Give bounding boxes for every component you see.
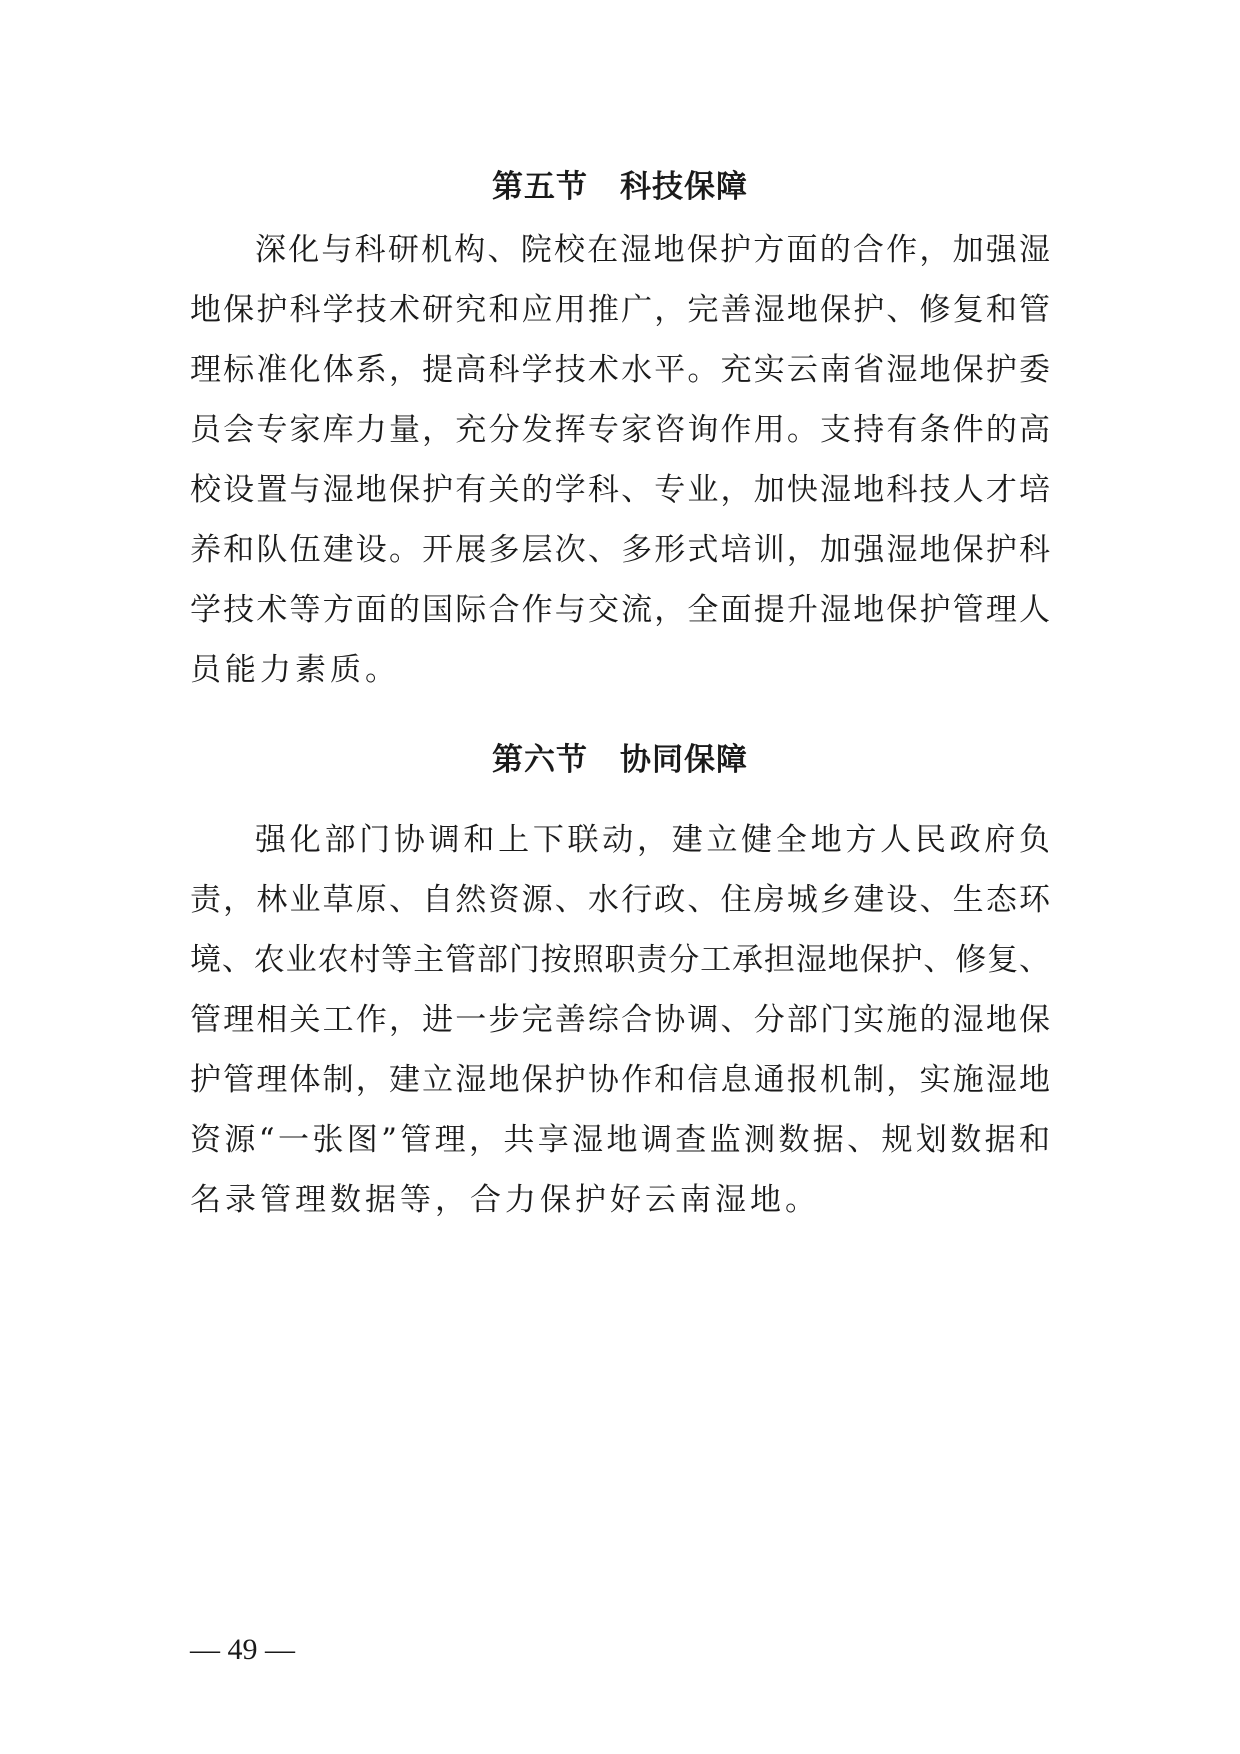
- paragraph-line: 护管理体制，建立湿地保护协作和信息通报机制，实施湿地: [190, 1062, 1050, 1098]
- page-number: — 49 —: [190, 1633, 295, 1666]
- paragraph-line: 养和队伍建设。开展多层次、多形式培训，加强湿地保护科: [190, 532, 1050, 568]
- paragraph-line: 校设置与湿地保护有关的学科、专业，加快湿地科技人才培: [190, 472, 1050, 508]
- paragraph-line: 强化部门协调和上下联动，建立健全地方人民政府负: [255, 822, 1050, 858]
- section-heading-6: 第六节 协同保障: [492, 742, 748, 778]
- paragraph-line: 地保护科学技术研究和应用推广，完善湿地保护、修复和管: [190, 292, 1050, 328]
- paragraph-line: 资源“一张图”管理，共享湿地调查监测数据、规划数据和: [190, 1122, 1050, 1158]
- paragraph-line: 员能力素质。: [190, 652, 400, 688]
- section-heading-5: 第五节 科技保障: [492, 169, 748, 205]
- paragraph-line: 学技术等方面的国际合作与交流，全面提升湿地保护管理人: [190, 592, 1050, 628]
- paragraph-line: 理标准化体系，提高科学技术水平。充实云南省湿地保护委: [190, 352, 1050, 388]
- paragraph-line: 员会专家库力量，充分发挥专家咨询作用。支持有条件的高: [190, 412, 1050, 448]
- paragraph-line: 管理相关工作，进一步完善综合协调、分部门实施的湿地保: [190, 1002, 1050, 1038]
- paragraph-line: 深化与科研机构、院校在湿地保护方面的合作，加强湿: [255, 232, 1050, 268]
- paragraph-line: 境、农业农村等主管部门按照职责分工承担湿地保护、修复、: [190, 942, 1050, 978]
- paragraph-line: 名录管理数据等，合力保护好云南湿地。: [190, 1182, 820, 1218]
- paragraph-line: 责，林业草原、自然资源、水行政、住房城乡建设、生态环: [190, 882, 1050, 918]
